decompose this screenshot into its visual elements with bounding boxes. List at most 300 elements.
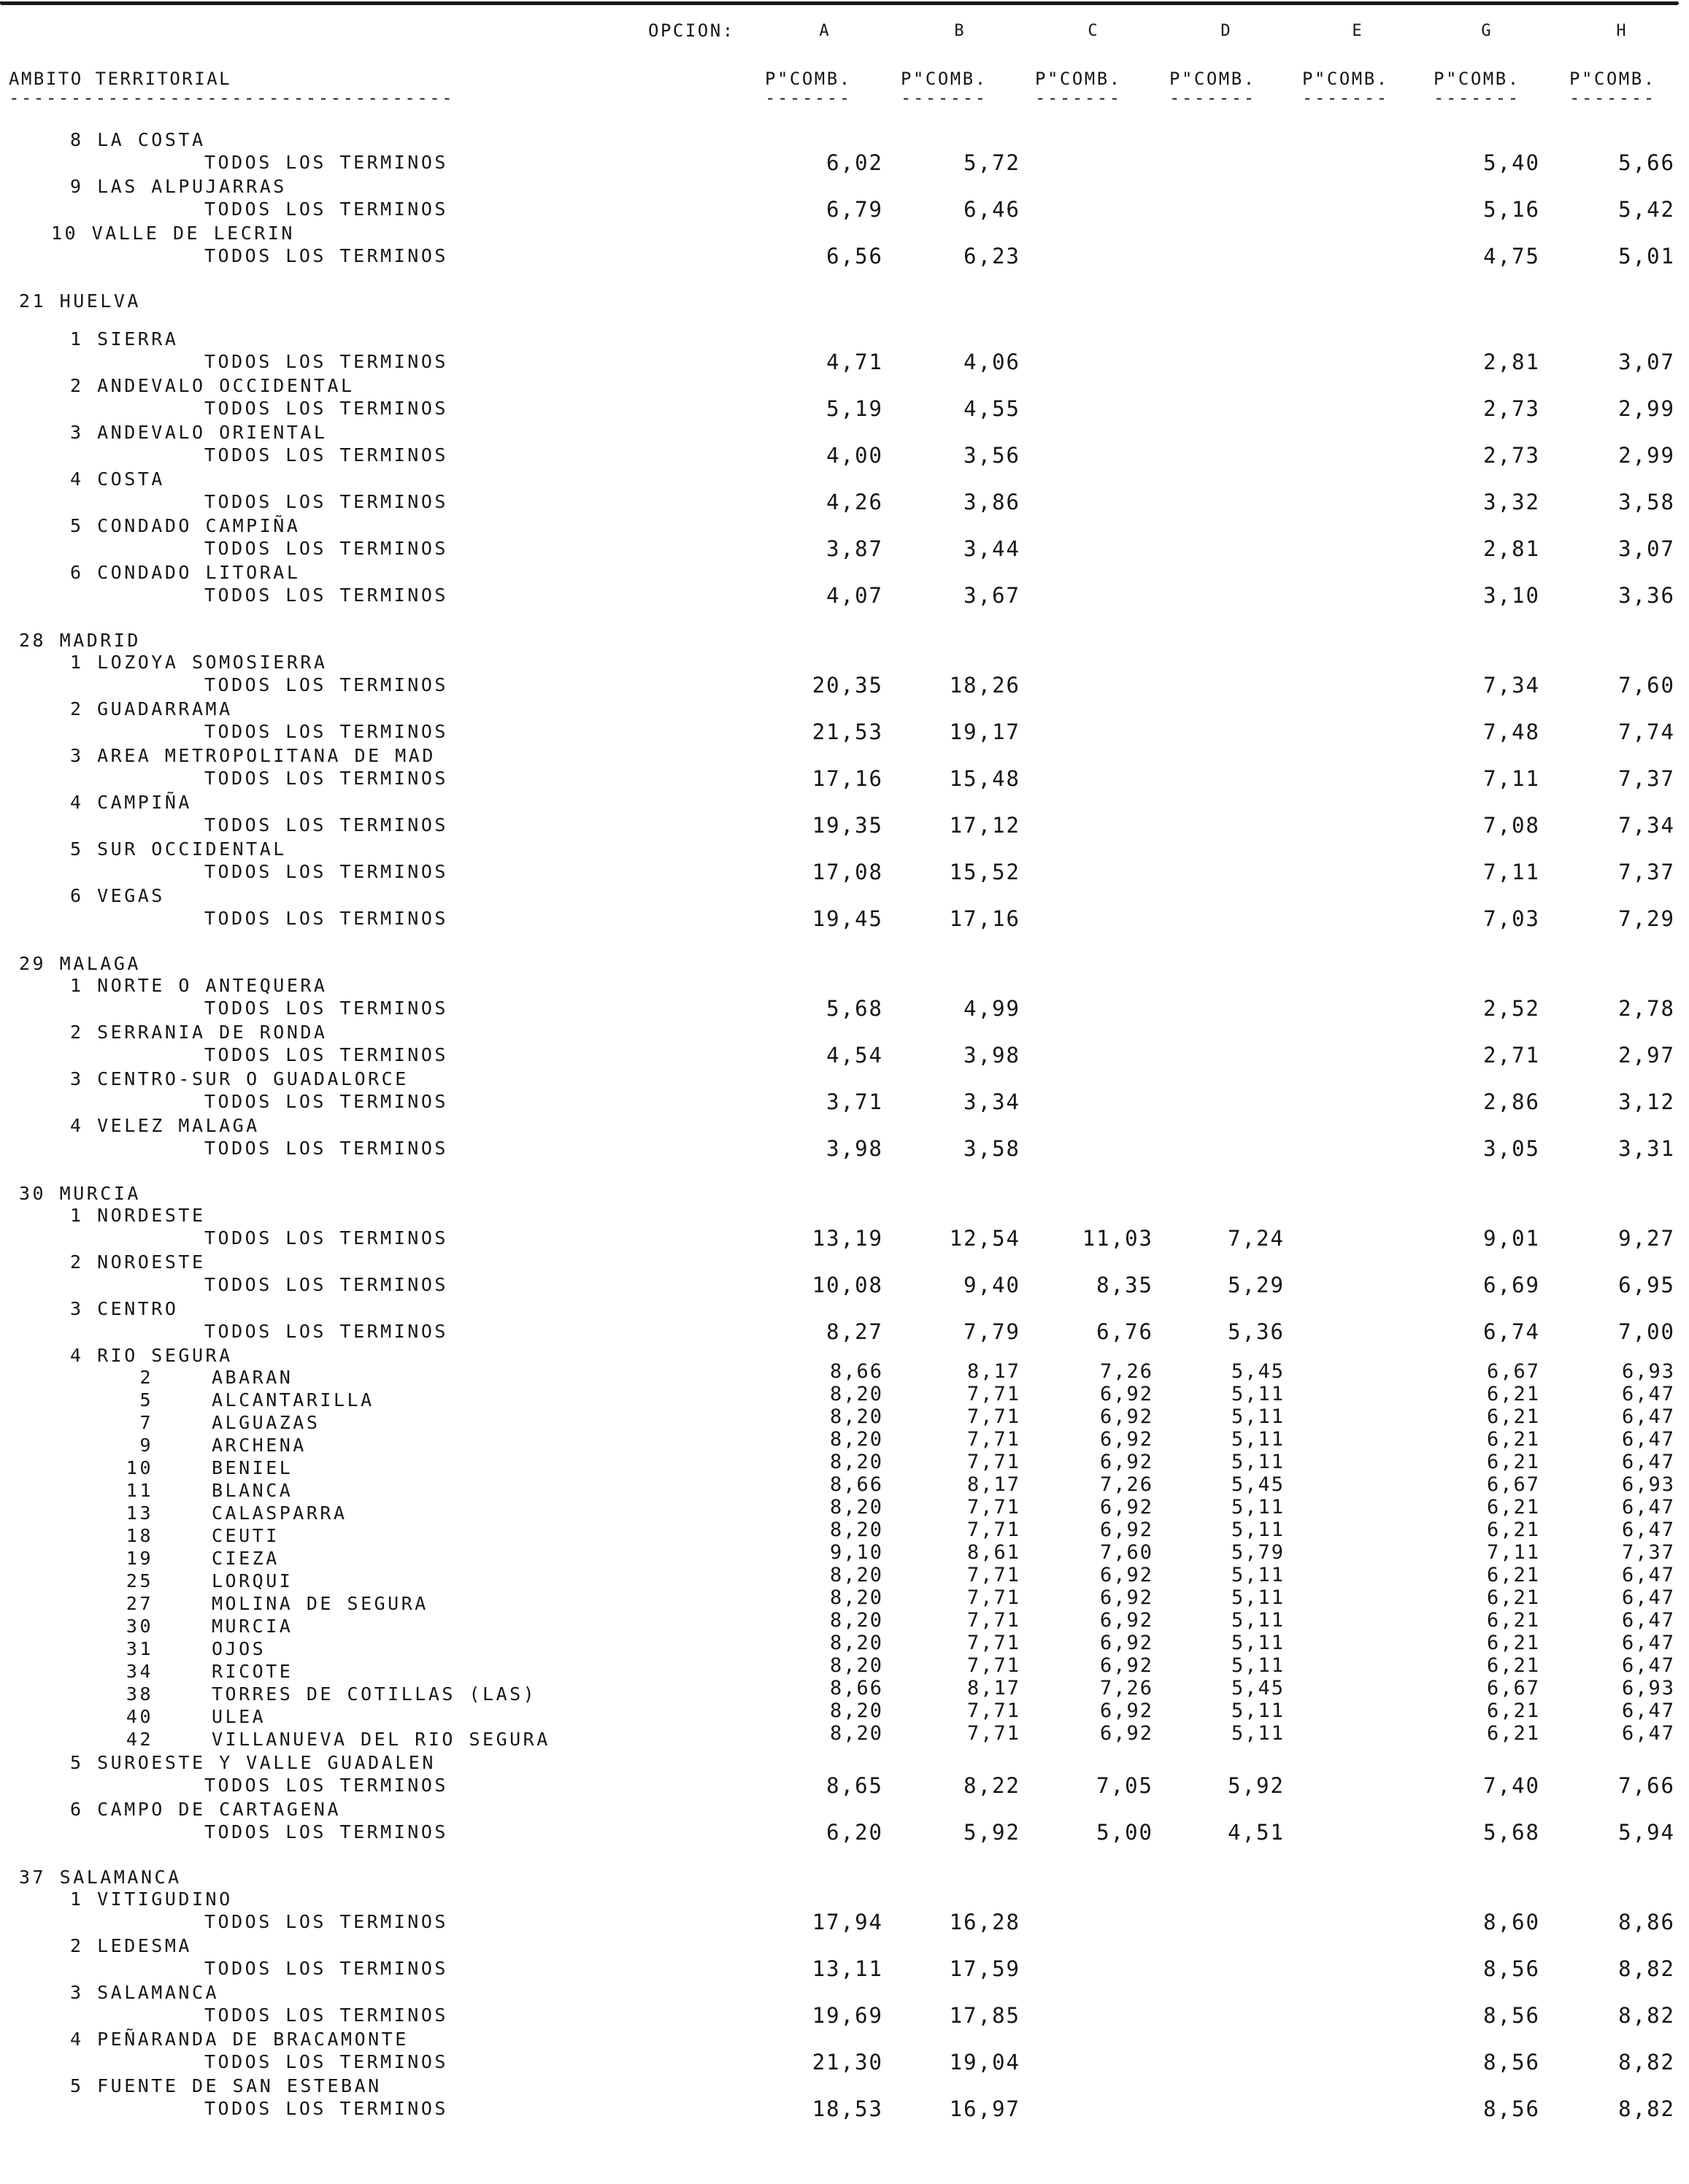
- todos-los-terminos-label: TODOS LOS TERMINOS: [204, 538, 448, 559]
- value-cell: 6,20: [826, 1820, 883, 1845]
- top-rule-mark: [0, 1, 22, 4]
- value-cell: 4,55: [963, 396, 1020, 421]
- value-cell: 7,34: [1483, 673, 1540, 698]
- value-cell: 3,05: [1483, 1136, 1540, 1161]
- value-cell: 6,21: [1486, 1564, 1540, 1586]
- value-cell: 8,65: [826, 1773, 883, 1798]
- value-cell: 5,68: [1483, 1820, 1540, 1845]
- value-cell: 7,11: [1486, 1541, 1540, 1564]
- value-cell: 8,82: [1618, 2050, 1675, 2075]
- value-cell: 19,45: [812, 906, 883, 931]
- comarca-heading: 2 ANDEVALO OCCIDENTAL: [70, 375, 355, 396]
- column-underline: -------: [1035, 88, 1122, 108]
- todos-los-terminos-label: TODOS LOS TERMINOS: [204, 1821, 448, 1842]
- value-cell: 6,21: [1486, 1519, 1540, 1541]
- value-cell: 7,71: [966, 1519, 1020, 1541]
- value-cell: 6,74: [1483, 1319, 1540, 1344]
- option-letter: G: [1481, 22, 1493, 40]
- value-cell: 8,66: [829, 1473, 883, 1496]
- value-cell: 2,73: [1483, 443, 1540, 468]
- value-cell: 7,40: [1483, 1773, 1540, 1798]
- value-cell: 6,21: [1486, 1405, 1540, 1428]
- value-cell: 15,52: [949, 860, 1020, 884]
- value-cell: 6,21: [1486, 1699, 1540, 1722]
- value-cell: 6,56: [826, 244, 883, 269]
- value-cell: 8,20: [829, 1699, 883, 1722]
- comarca-heading: 3 AREA METROPOLITANA DE MAD: [70, 745, 436, 766]
- value-cell: 5,45: [1231, 1360, 1285, 1383]
- value-cell: 4,00: [826, 443, 883, 468]
- value-cell: 7,71: [966, 1609, 1020, 1632]
- column-header: P"COMB.: [1035, 69, 1122, 89]
- todos-los-terminos-label: TODOS LOS TERMINOS: [204, 1274, 448, 1295]
- province-heading: 37 SALAMANCA: [19, 1867, 182, 1888]
- value-cell: 3,56: [963, 443, 1020, 468]
- value-cell: 5,00: [1096, 1820, 1153, 1845]
- value-cell: 3,58: [1618, 490, 1675, 514]
- value-cell: 6,92: [1099, 1699, 1153, 1722]
- municipio-name: BENIEL: [212, 1457, 293, 1478]
- value-cell: 8,61: [966, 1541, 1020, 1564]
- todos-los-terminos-label: TODOS LOS TERMINOS: [204, 1138, 448, 1159]
- value-cell: 6,92: [1099, 1496, 1153, 1519]
- value-cell: 8,82: [1618, 2003, 1675, 2028]
- municipio-name: ARCHENA: [212, 1435, 307, 1456]
- value-cell: 7,24: [1228, 1226, 1285, 1251]
- value-cell: 3,44: [963, 536, 1020, 561]
- value-cell: 6,92: [1099, 1383, 1153, 1405]
- option-letter: H: [1616, 22, 1628, 40]
- value-cell: 21,30: [812, 2050, 883, 2075]
- value-cell: 6,47: [1621, 1405, 1675, 1428]
- value-cell: 6,69: [1483, 1273, 1540, 1297]
- value-cell: 18,26: [949, 673, 1020, 698]
- value-cell: 3,07: [1618, 536, 1675, 561]
- comarca-heading: 1 VITIGUDINO: [70, 1888, 233, 1910]
- value-cell: 5,11: [1231, 1722, 1285, 1745]
- value-cell: 5,11: [1231, 1405, 1285, 1428]
- value-cell: 5,45: [1231, 1677, 1285, 1699]
- comarca-heading: 4 VELEZ MALAGA: [70, 1115, 260, 1136]
- municipio-code: 9: [139, 1435, 153, 1456]
- comarca-heading: 6 CAMPO DE CARTAGENA: [70, 1799, 342, 1820]
- value-cell: 2,99: [1618, 443, 1675, 468]
- municipio-name: CALASPARRA: [212, 1502, 347, 1524]
- value-cell: 6,02: [826, 150, 883, 175]
- value-cell: 7,05: [1096, 1773, 1153, 1798]
- value-cell: 8,82: [1618, 1956, 1675, 1981]
- todos-los-terminos-label: TODOS LOS TERMINOS: [204, 152, 448, 173]
- todos-los-terminos-label: TODOS LOS TERMINOS: [204, 1227, 448, 1249]
- province-heading: 29 MALAGA: [19, 953, 141, 974]
- value-cell: 5,11: [1231, 1654, 1285, 1677]
- municipio-code: 42: [126, 1729, 153, 1750]
- column-header: P"COMB.: [1169, 69, 1256, 89]
- todos-los-terminos-label: TODOS LOS TERMINOS: [204, 1321, 448, 1342]
- value-cell: 8,20: [829, 1722, 883, 1745]
- value-cell: 6,21: [1486, 1722, 1540, 1745]
- value-cell: 9,01: [1483, 1226, 1540, 1251]
- value-cell: 2,81: [1483, 350, 1540, 374]
- value-cell: 8,66: [829, 1360, 883, 1383]
- comarca-heading: 4 RIO SEGURA: [70, 1345, 233, 1366]
- municipio-name: LORQUI: [212, 1570, 293, 1591]
- comarca-heading: 3 CENTRO: [70, 1298, 179, 1319]
- comarca-heading: 2 LEDESMA: [70, 1935, 192, 1956]
- option-letter: E: [1352, 22, 1363, 40]
- ambito-underline: ------------------------------------: [9, 88, 455, 108]
- municipio-name: CEUTI: [212, 1525, 280, 1546]
- todos-los-terminos-label: TODOS LOS TERMINOS: [204, 584, 448, 606]
- value-cell: 3,31: [1618, 1136, 1675, 1161]
- value-cell: 19,35: [812, 813, 883, 838]
- todos-los-terminos-label: TODOS LOS TERMINOS: [204, 1958, 448, 1979]
- value-cell: 7,03: [1483, 906, 1540, 931]
- value-cell: 5,01: [1618, 244, 1675, 269]
- comarca-heading: 2 NOROESTE: [70, 1251, 206, 1273]
- value-cell: 8,20: [829, 1405, 883, 1428]
- comarca-heading: 3 SALAMANCA: [70, 1982, 220, 2003]
- value-cell: 12,54: [949, 1226, 1020, 1251]
- value-cell: 7,37: [1621, 1541, 1675, 1564]
- value-cell: 8,27: [826, 1319, 883, 1344]
- value-cell: 17,12: [949, 813, 1020, 838]
- value-cell: 6,76: [1096, 1319, 1153, 1344]
- value-cell: 2,86: [1483, 1089, 1540, 1114]
- todos-los-terminos-label: TODOS LOS TERMINOS: [204, 398, 448, 419]
- value-cell: 8,20: [829, 1383, 883, 1405]
- value-cell: 8,86: [1618, 1910, 1675, 1934]
- top-rule: [0, 1, 1679, 5]
- column-underline: -------: [901, 88, 988, 108]
- value-cell: 5,29: [1228, 1273, 1285, 1297]
- value-cell: 3,10: [1483, 583, 1540, 608]
- value-cell: 6,47: [1621, 1586, 1675, 1609]
- comarca-heading: 1 LOZOYA SOMOSIERRA: [70, 652, 328, 673]
- value-cell: 7,71: [966, 1564, 1020, 1586]
- todos-los-terminos-label: TODOS LOS TERMINOS: [204, 674, 448, 695]
- municipio-name: ALGUAZAS: [212, 1412, 320, 1433]
- value-cell: 5,94: [1618, 1820, 1675, 1845]
- value-cell: 19,69: [812, 2003, 883, 2028]
- value-cell: 7,08: [1483, 813, 1540, 838]
- comarca-heading: 6 CONDADO LITORAL: [70, 562, 301, 583]
- option-letter: A: [819, 22, 831, 40]
- value-cell: 3,87: [826, 536, 883, 561]
- value-cell: 6,47: [1621, 1654, 1675, 1677]
- value-cell: 5,11: [1231, 1586, 1285, 1609]
- value-cell: 9,40: [963, 1273, 1020, 1297]
- value-cell: 8,56: [1483, 1956, 1540, 1981]
- comarca-heading: 8 LA COSTA: [70, 129, 206, 150]
- value-cell: 5,11: [1231, 1632, 1285, 1654]
- todos-los-terminos-label: TODOS LOS TERMINOS: [204, 814, 448, 836]
- todos-los-terminos-label: TODOS LOS TERMINOS: [204, 2098, 448, 2119]
- value-cell: 5,68: [826, 996, 883, 1021]
- todos-los-terminos-label: TODOS LOS TERMINOS: [204, 2051, 448, 2072]
- municipio-name: CIEZA: [212, 1548, 280, 1569]
- value-cell: 5,11: [1231, 1519, 1285, 1541]
- value-cell: 7,71: [966, 1632, 1020, 1654]
- value-cell: 17,16: [949, 906, 1020, 931]
- value-cell: 6,21: [1486, 1428, 1540, 1451]
- municipio-name: MURCIA: [212, 1616, 293, 1637]
- municipio-code: 2: [139, 1367, 153, 1388]
- value-cell: 3,58: [963, 1136, 1020, 1161]
- comarca-heading: 4 PEÑARANDA DE BRACAMONTE: [70, 2029, 409, 2050]
- value-cell: 8,20: [829, 1428, 883, 1451]
- value-cell: 5,92: [1228, 1773, 1285, 1798]
- value-cell: 6,47: [1621, 1428, 1675, 1451]
- value-cell: 21,53: [812, 719, 883, 744]
- value-cell: 5,11: [1231, 1564, 1285, 1586]
- column-header: P"COMB.: [901, 69, 988, 89]
- value-cell: 3,07: [1618, 350, 1675, 374]
- todos-los-terminos-label: TODOS LOS TERMINOS: [204, 1091, 448, 1112]
- value-cell: 9,27: [1618, 1226, 1675, 1251]
- todos-los-terminos-label: TODOS LOS TERMINOS: [204, 908, 448, 929]
- value-cell: 6,93: [1621, 1360, 1675, 1383]
- column-header: P"COMB.: [1302, 69, 1389, 89]
- value-cell: 6,21: [1486, 1496, 1540, 1519]
- todos-los-terminos-label: TODOS LOS TERMINOS: [204, 861, 448, 882]
- value-cell: 8,66: [829, 1677, 883, 1699]
- value-cell: 6,92: [1099, 1405, 1153, 1428]
- value-cell: 7,79: [963, 1319, 1020, 1344]
- value-cell: 5,92: [963, 1820, 1020, 1845]
- comarca-heading: 4 COSTA: [70, 468, 165, 490]
- value-cell: 19,17: [949, 719, 1020, 744]
- comarca-heading: 6 VEGAS: [70, 885, 165, 906]
- todos-los-terminos-label: TODOS LOS TERMINOS: [204, 245, 448, 266]
- value-cell: 7,71: [966, 1699, 1020, 1722]
- value-cell: 4,51: [1228, 1820, 1285, 1845]
- value-cell: 3,67: [963, 583, 1020, 608]
- value-cell: 7,34: [1618, 813, 1675, 838]
- comarca-heading: 3 ANDEVALO ORIENTAL: [70, 422, 328, 443]
- comarca-heading: 3 CENTRO-SUR O GUADALORCE: [70, 1068, 409, 1089]
- value-cell: 3,34: [963, 1089, 1020, 1114]
- value-cell: 2,73: [1483, 396, 1540, 421]
- value-cell: 18,53: [812, 2096, 883, 2121]
- value-cell: 6,21: [1486, 1654, 1540, 1677]
- value-cell: 3,12: [1618, 1089, 1675, 1114]
- comarca-heading: 1 NORTE O ANTEQUERA: [70, 975, 328, 996]
- value-cell: 7,26: [1099, 1360, 1153, 1383]
- value-cell: 7,71: [966, 1405, 1020, 1428]
- comarca-heading: 5 FUENTE DE SAN ESTEBAN: [70, 2075, 382, 2096]
- value-cell: 7,11: [1483, 860, 1540, 884]
- value-cell: 8,56: [1483, 2096, 1540, 2121]
- column-underline: -------: [1434, 88, 1520, 108]
- value-cell: 16,28: [949, 1910, 1020, 1934]
- value-cell: 8,17: [966, 1677, 1020, 1699]
- value-cell: 6,92: [1099, 1722, 1153, 1745]
- value-cell: 8,56: [1483, 2050, 1540, 2075]
- value-cell: 17,08: [812, 860, 883, 884]
- value-cell: 6,79: [826, 197, 883, 222]
- opcion-label: OPCION:: [648, 20, 735, 41]
- option-letter: D: [1220, 22, 1232, 40]
- value-cell: 17,59: [949, 1956, 1020, 1981]
- municipio-code: 25: [126, 1570, 153, 1591]
- value-cell: 13,19: [812, 1226, 883, 1251]
- municipio-code: 7: [139, 1412, 153, 1433]
- value-cell: 6,92: [1099, 1428, 1153, 1451]
- value-cell: 2,97: [1618, 1043, 1675, 1068]
- province-heading: 30 MURCIA: [19, 1183, 141, 1204]
- value-cell: 11,03: [1082, 1226, 1153, 1251]
- comarca-heading: 10 VALLE DE LECRIN: [51, 223, 295, 244]
- value-cell: 8,20: [829, 1654, 883, 1677]
- comarca-heading: 2 GUADARRAMA: [70, 698, 233, 719]
- municipio-code: 19: [126, 1548, 153, 1569]
- value-cell: 8,35: [1096, 1273, 1153, 1297]
- value-cell: 6,67: [1486, 1473, 1540, 1496]
- value-cell: 5,19: [826, 396, 883, 421]
- value-cell: 6,92: [1099, 1519, 1153, 1541]
- value-cell: 8,56: [1483, 2003, 1540, 2028]
- value-cell: 5,45: [1231, 1473, 1285, 1496]
- value-cell: 5,11: [1231, 1428, 1285, 1451]
- comarca-heading: 1 NORDESTE: [70, 1205, 206, 1226]
- value-cell: 3,36: [1618, 583, 1675, 608]
- value-cell: 6,67: [1486, 1360, 1540, 1383]
- value-cell: 6,21: [1486, 1586, 1540, 1609]
- value-cell: 6,21: [1486, 1451, 1540, 1473]
- value-cell: 6,21: [1486, 1383, 1540, 1405]
- value-cell: 7,66: [1618, 1773, 1675, 1798]
- value-cell: 2,52: [1483, 996, 1540, 1021]
- value-cell: 20,35: [812, 673, 883, 698]
- value-cell: 7,71: [966, 1586, 1020, 1609]
- municipio-code: 30: [126, 1616, 153, 1637]
- value-cell: 8,22: [963, 1773, 1020, 1798]
- value-cell: 8,20: [829, 1451, 883, 1473]
- value-cell: 5,42: [1618, 197, 1675, 222]
- value-cell: 6,23: [963, 244, 1020, 269]
- value-cell: 6,93: [1621, 1473, 1675, 1496]
- value-cell: 15,48: [949, 766, 1020, 791]
- value-cell: 2,99: [1618, 396, 1675, 421]
- todos-los-terminos-label: TODOS LOS TERMINOS: [204, 1775, 448, 1796]
- todos-los-terminos-label: TODOS LOS TERMINOS: [204, 491, 448, 512]
- value-cell: 19,04: [949, 2050, 1020, 2075]
- value-cell: 7,29: [1618, 906, 1675, 931]
- municipio-name: MOLINA DE SEGURA: [212, 1593, 428, 1614]
- value-cell: 4,99: [963, 996, 1020, 1021]
- value-cell: 7,00: [1618, 1319, 1675, 1344]
- comarca-heading: 5 SUR OCCIDENTAL: [70, 838, 287, 860]
- value-cell: 5,36: [1228, 1319, 1285, 1344]
- todos-los-terminos-label: TODOS LOS TERMINOS: [204, 444, 448, 466]
- municipio-name: TORRES DE COTILLAS (LAS): [212, 1683, 537, 1705]
- option-letter: C: [1088, 22, 1099, 40]
- value-cell: 6,92: [1099, 1632, 1153, 1654]
- municipio-code: 18: [126, 1525, 153, 1546]
- municipio-name: ALCANTARILLA: [212, 1389, 374, 1411]
- comarca-heading: 1 SIERRA: [70, 328, 179, 350]
- value-cell: 7,74: [1618, 719, 1675, 744]
- municipio-code: 27: [126, 1593, 153, 1614]
- value-cell: 6,92: [1099, 1451, 1153, 1473]
- value-cell: 8,20: [829, 1586, 883, 1609]
- todos-los-terminos-label: TODOS LOS TERMINOS: [204, 198, 448, 220]
- comarca-heading: 2 SERRANIA DE RONDA: [70, 1022, 328, 1043]
- value-cell: 5,40: [1483, 150, 1540, 175]
- value-cell: 7,37: [1618, 860, 1675, 884]
- value-cell: 5,11: [1231, 1609, 1285, 1632]
- value-cell: 13,11: [812, 1956, 883, 1981]
- value-cell: 4,06: [963, 350, 1020, 374]
- value-cell: 6,93: [1621, 1677, 1675, 1699]
- value-cell: 5,72: [963, 150, 1020, 175]
- column-underline: -------: [1569, 88, 1656, 108]
- municipio-name: VILLANUEVA DEL RIO SEGURA: [212, 1729, 550, 1750]
- value-cell: 5,11: [1231, 1451, 1285, 1473]
- municipio-code: 13: [126, 1502, 153, 1524]
- value-cell: 3,71: [826, 1089, 883, 1114]
- value-cell: 5,79: [1231, 1541, 1285, 1564]
- value-cell: 10,08: [812, 1273, 883, 1297]
- value-cell: 6,47: [1621, 1496, 1675, 1519]
- value-cell: 6,47: [1621, 1722, 1675, 1745]
- value-cell: 7,60: [1099, 1541, 1153, 1564]
- value-cell: 5,16: [1483, 197, 1540, 222]
- value-cell: 17,16: [812, 766, 883, 791]
- todos-los-terminos-label: TODOS LOS TERMINOS: [204, 768, 448, 789]
- municipio-name: BLANCA: [212, 1480, 293, 1501]
- value-cell: 6,47: [1621, 1519, 1675, 1541]
- value-cell: 17,85: [949, 2003, 1020, 2028]
- municipio-code: 31: [126, 1638, 153, 1659]
- value-cell: 6,47: [1621, 1564, 1675, 1586]
- value-cell: 5,66: [1618, 150, 1675, 175]
- column-underline: -------: [765, 88, 852, 108]
- province-heading: 28 MADRID: [19, 630, 141, 651]
- column-header: P"COMB.: [765, 69, 852, 89]
- value-cell: 7,71: [966, 1722, 1020, 1745]
- value-cell: 7,71: [966, 1428, 1020, 1451]
- value-cell: 2,78: [1618, 996, 1675, 1021]
- value-cell: 17,94: [812, 1910, 883, 1934]
- value-cell: 3,98: [963, 1043, 1020, 1068]
- value-cell: 4,71: [826, 350, 883, 374]
- value-cell: 8,60: [1483, 1910, 1540, 1934]
- value-cell: 7,26: [1099, 1677, 1153, 1699]
- value-cell: 8,17: [966, 1473, 1020, 1496]
- municipio-name: OJOS: [212, 1638, 266, 1659]
- value-cell: 5,11: [1231, 1699, 1285, 1722]
- column-header: P"COMB.: [1434, 69, 1520, 89]
- value-cell: 8,20: [829, 1632, 883, 1654]
- value-cell: 4,54: [826, 1043, 883, 1068]
- comarca-heading: 5 SUROESTE Y VALLE GUADALEN: [70, 1752, 436, 1773]
- todos-los-terminos-label: TODOS LOS TERMINOS: [204, 1044, 448, 1065]
- todos-los-terminos-label: TODOS LOS TERMINOS: [204, 721, 448, 742]
- municipio-code: 5: [139, 1389, 153, 1411]
- column-underline: -------: [1169, 88, 1256, 108]
- municipio-name: ULEA: [212, 1706, 266, 1727]
- value-cell: 2,71: [1483, 1043, 1540, 1068]
- value-cell: 2,81: [1483, 536, 1540, 561]
- comarca-heading: 9 LAS ALPUJARRAS: [70, 176, 287, 197]
- value-cell: 8,20: [829, 1496, 883, 1519]
- municipio-name: RICOTE: [212, 1661, 293, 1682]
- value-cell: 3,86: [963, 490, 1020, 514]
- value-cell: 7,71: [966, 1451, 1020, 1473]
- todos-los-terminos-label: TODOS LOS TERMINOS: [204, 998, 448, 1019]
